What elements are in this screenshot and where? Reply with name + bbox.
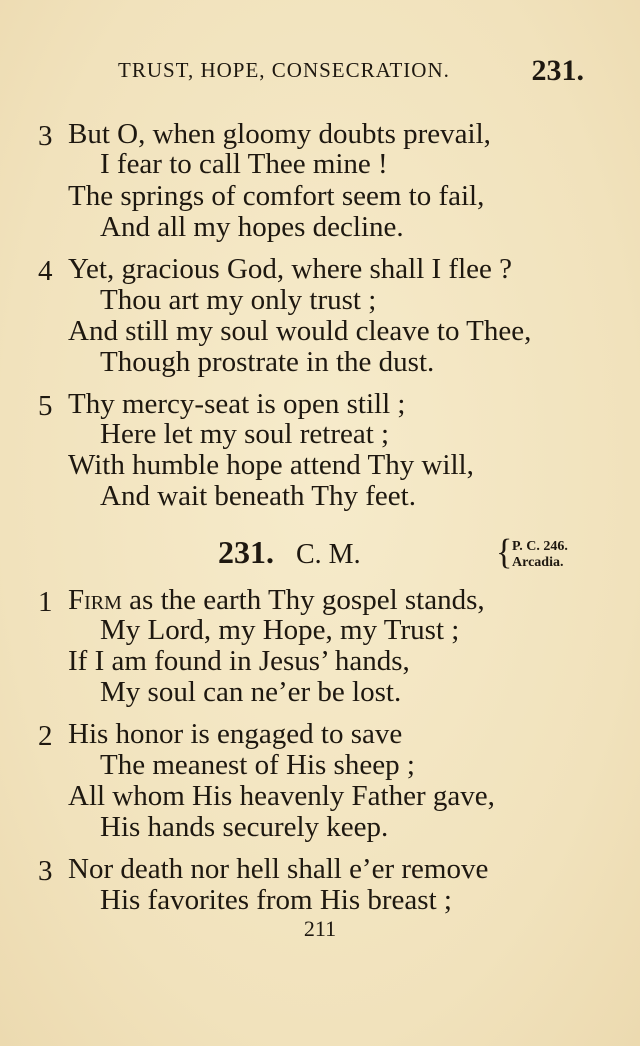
verse-line: Thy mercy-seat is open still ;: [68, 388, 406, 420]
verse-line: With humble hope attend Thy will,: [68, 449, 474, 481]
stanza-number: 3: [38, 855, 53, 887]
first-word: Firm: [68, 584, 122, 616]
first-line-rest: as the earth Thy gospel stands,: [121, 584, 485, 616]
verse-line: And all my hopes decline.: [100, 211, 404, 243]
page-folio: 211: [303, 916, 337, 941]
brace-icon: {: [496, 533, 513, 572]
stanza-number: 5: [38, 390, 53, 422]
running-head: [118, 54, 584, 87]
stanza-number: 1: [38, 586, 53, 618]
verse-line: The springs of comfort seem to fail,: [68, 180, 485, 212]
tune-reference: P. C. 246.: [512, 539, 568, 554]
verse-line: If I am found in Jesus’ hands,: [68, 645, 410, 677]
hymn-number: 231.: [218, 534, 274, 570]
stanza-number: 4: [38, 255, 53, 287]
verse-line: My soul can ne’er be lost.: [100, 676, 402, 708]
verse-line: Here let my soul retreat ;: [100, 418, 390, 450]
verse-line: Nor death nor hell shall e’er remove: [68, 853, 489, 885]
verse-line: All whom His heavenly Father gave,: [68, 780, 495, 812]
verse-line: Yet, gracious God, where shall I flee ?: [68, 253, 513, 285]
verse-line: His honor is engaged to save: [68, 718, 403, 750]
verse-line: And wait beneath Thy feet.: [100, 480, 416, 512]
verse-line: But O, when gloomy doubts prevail,: [68, 118, 491, 150]
stanza-number: 2: [38, 720, 53, 752]
verse-line: His hands securely keep.: [100, 811, 389, 843]
hymn-header: [218, 536, 361, 569]
verse-line: My Lord, my Hope, my Trust ;: [100, 614, 460, 646]
verse-line: I fear to call Thee mine !: [100, 148, 388, 180]
running-head-hymn-number: 231.: [531, 54, 584, 87]
verse-line: His favorites from His breast ;: [100, 884, 452, 916]
verse-line: The meanest of His sheep ;: [100, 749, 415, 781]
running-head-title: TRUST, HOPE, CONSECRATION.: [118, 58, 450, 82]
stanza-number: 3: [38, 120, 53, 152]
verse-line: Though prostrate in the dust.: [100, 346, 435, 378]
hymn-meter: C. M.: [296, 539, 361, 570]
verse-line: And still my soul would cleave to Thee,: [68, 315, 532, 347]
tune-info: [512, 539, 568, 571]
verse-line: Thou art my only trust ;: [100, 284, 377, 316]
verse-line-first: [68, 586, 485, 615]
tune-name: Arcadia.: [512, 555, 564, 570]
